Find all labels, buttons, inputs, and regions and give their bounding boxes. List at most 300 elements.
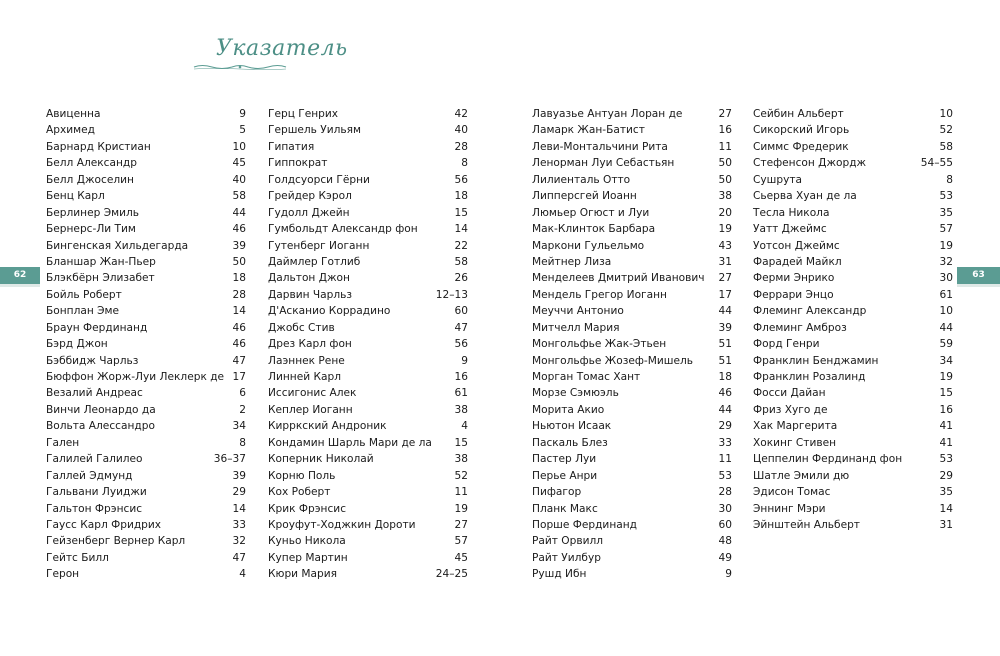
entry-name: Авиценна [46,108,101,120]
index-entry [532,484,732,500]
entry-page: 50 [718,157,732,170]
entry-page: 29 [939,469,953,482]
index-entry [268,418,468,434]
entry-page: 58 [939,140,953,153]
index-entry [46,402,246,418]
entry-page: 56 [454,173,468,186]
entry-page: 15 [454,436,468,449]
index-entry [268,139,468,155]
entry-name: Фриз Хуго де [753,403,828,416]
entry-page: 50 [232,255,246,268]
entry-name: Гальвани Луиджи [46,486,147,499]
entry-name: Ленорман Луи Себастьян [532,157,675,170]
index-entry [46,550,246,566]
entry-name: Бланшар Жан-Пьер [46,255,156,268]
index-entry [532,122,732,138]
entry-page: 45 [454,551,468,564]
index-entry [753,254,953,270]
entry-page: 17 [232,371,246,383]
entry-page: 39 [718,321,732,334]
entry-name: Лилиенталь Отто [532,173,631,186]
entry-page: 44 [718,403,732,416]
entry-name: Джобс Стив [268,321,335,334]
index-entry [532,106,732,122]
index-entry [46,353,246,369]
entry-name: Мак-Клинток Барбара [532,223,656,236]
index-entry [46,451,246,467]
index-entry [753,484,953,500]
entry-name: Флеминг Амброз [753,321,847,334]
entry-page: 40 [232,173,246,186]
entry-page: 44 [718,305,732,318]
entry-page: 43 [718,239,732,252]
entry-name: Везалий Андреас [46,387,143,400]
index-entry [268,106,468,122]
index-entry [268,221,468,237]
entry-page: 52 [454,469,468,482]
index-entry [268,468,468,484]
entry-name: Сьерва Хуан де ла [753,190,857,203]
index-entry [268,369,468,385]
entry-page: 6 [239,387,246,400]
index-entry [268,336,468,352]
entry-name: Винчи Леонардо да [46,403,156,416]
entry-name: Бэббидж Чарльз [46,354,139,367]
entry-name: Монгольфье Жак-Этьен [532,338,667,351]
entry-page: 47 [232,551,246,564]
entry-page: 33 [718,436,732,449]
entry-name: Куньо Никола [268,535,346,548]
entry-page: 56 [454,338,468,351]
entry-name: Фарадей Майкл [753,255,842,268]
index-entry [753,188,953,204]
entry-name: Райт Орвилл [532,535,604,548]
index-entry [268,517,468,533]
entry-name: Гаусс Карл Фридрих [46,518,162,531]
index-entry [46,254,246,270]
index-entry [753,435,953,451]
entry-page: 39 [232,239,246,252]
entry-name: Белл Александр [46,157,137,170]
index-entry [268,287,468,303]
index-entry [268,566,468,582]
entry-page: 14 [232,305,246,318]
index-entry [268,533,468,549]
entry-name: Морзе Сэмюэль [532,387,619,400]
entry-name: Менделеев Дмитрий Иванович [532,272,705,285]
index-column-4 [753,106,953,533]
index-entry [532,270,732,286]
entry-page: 53 [718,469,732,482]
index-entry [46,468,246,484]
entry-page: 61 [454,387,468,400]
index-entry [532,172,732,188]
entry-page: 60 [454,305,468,318]
entry-page: 9 [725,568,732,581]
index-entry [753,238,953,254]
index-entry [46,122,246,138]
entry-name: Хак Маргерита [753,420,838,433]
entry-page: 33 [232,518,246,531]
index-entry [46,484,246,500]
entry-page: 29 [718,420,732,433]
entry-name: Блэкбёрн Элизабет [46,272,155,285]
index-entry [268,172,468,188]
entry-name: Лаэннек Рене [268,354,345,367]
index-entry [532,468,732,484]
index-entry [532,205,732,221]
entry-name: Гудолл Джейн [268,206,350,219]
index-entry [46,238,246,254]
index-entry [532,188,732,204]
entry-page: 18 [232,272,246,285]
entry-page: 54–55 [920,157,953,170]
entry-page: 10 [939,108,953,120]
entry-page: 31 [939,518,953,531]
entry-name: Герц Генрих [268,108,339,120]
entry-name: Дрез Карл фон [268,338,352,351]
entry-page: 28 [718,486,732,499]
entry-name: Феррари Энцо [753,288,834,301]
entry-name: Голдсуорси Гёрни [268,173,370,186]
entry-page: 50 [718,173,732,186]
index-entry [753,336,953,352]
entry-name: Флеминг Александр [753,305,867,318]
entry-name: Морган Томас Хант [532,371,641,383]
index-entry [46,188,246,204]
entry-name: Перье Анри [532,469,598,482]
index-entry [268,254,468,270]
index-entry [46,303,246,319]
index-entry [46,106,246,122]
entry-page: 11 [454,486,468,499]
entry-name: Бенц Карл [46,190,105,203]
entry-page: 39 [232,469,246,482]
entry-name: Митчелл Мария [532,321,620,334]
page-number-left: 62 [0,267,40,284]
entry-page: 30 [939,272,953,285]
entry-name: Крик Фрэнсис [268,502,347,515]
index-entry [753,385,953,401]
entry-page: 15 [454,206,468,219]
index-entry [532,287,732,303]
entry-name: Бэрд Джон [46,338,108,351]
entry-page: 44 [939,321,953,334]
index-entry [46,418,246,434]
entry-name: Корню Поль [268,469,336,482]
entry-page: 58 [232,190,246,203]
entry-name: Эннинг Мэри [753,502,826,515]
index-entry [532,533,732,549]
entry-name: Сикорский Игорь [753,124,850,137]
entry-name: Леви-Монтальчини Рита [532,140,668,153]
entry-name: Архимед [46,124,95,137]
entry-name: Бернерс-Ли Тим [46,223,136,236]
entry-name: Гейтс Билл [46,551,109,564]
index-entry [268,320,468,336]
index-entry [46,533,246,549]
entry-page: 46 [718,387,732,400]
index-entry [532,336,732,352]
entry-page: 24–25 [435,568,468,581]
index-entry [753,221,953,237]
entry-name: Ламарк Жан-Батист [532,124,645,137]
entry-page: 40 [454,124,468,137]
entry-name: Герон [46,568,80,581]
entry-page: 19 [939,239,953,252]
entry-name: Гиппократ [268,157,328,170]
index-entry [753,172,953,188]
entry-name: Тесла Никола [753,206,830,219]
entry-page: 28 [232,288,246,301]
entry-page: 15 [939,387,953,400]
entry-page: 35 [939,486,953,499]
index-entry [753,320,953,336]
entry-page: 16 [454,371,468,383]
entry-page: 36–37 [213,453,246,466]
entry-name: Вольта Алессандро [46,420,155,433]
entry-name: Кюри Мария [268,568,338,581]
page-tab-shadow-right [957,284,1000,287]
entry-name: Гутенберг Иоганн [268,239,370,252]
entry-name: Ферми Энрико [753,272,835,285]
entry-name: Иссигонис Алек [268,387,357,400]
entry-page: 49 [718,551,732,564]
entry-page: 17 [718,288,732,301]
index-entry [46,155,246,171]
entry-name: Бюффон Жорж-Луи Леклерк де [46,371,225,383]
entry-name: Ньютон Исаак [532,420,612,433]
entry-page: 31 [718,255,732,268]
entry-page: 4 [461,420,468,433]
index-entry [532,402,732,418]
index-entry [268,451,468,467]
entry-name: Кондамин Шарль Мари де ла [268,436,432,449]
entry-name: Цеппелин Фердинанд фон [753,453,903,466]
index-entry [532,369,732,385]
entry-page: 34 [939,354,953,367]
index-entry [268,550,468,566]
entry-name: Сейбин Альберт [753,108,844,120]
entry-page: 16 [718,124,732,137]
entry-name: Бингенская Хильдегарда [46,239,189,252]
entry-name: Люмьер Огюст и Луи [532,206,650,219]
entry-name: Франклин Бенджамин [753,354,879,367]
entry-page: 14 [232,502,246,515]
entry-name: Кроуфут-Ходжкин Дороти [268,518,416,531]
entry-page: 48 [718,535,732,548]
entry-page: 51 [718,354,732,367]
index-entry [268,188,468,204]
entry-name: Белл Джоселин [46,173,134,186]
entry-name: Пифагор [532,486,582,499]
index-entry [532,303,732,319]
entry-page: 26 [454,272,468,285]
index-entry [532,238,732,254]
index-title: Указатель [216,36,348,61]
index-entry [753,122,953,138]
entry-page: 35 [939,206,953,219]
index-entry [46,205,246,221]
entry-name: Дарвин Чарльз [268,288,353,301]
entry-page: 16 [939,403,953,416]
entry-name: Лавуазье Антуан Лоран де [532,108,683,120]
entry-page: 41 [939,420,953,433]
entry-page: 20 [718,206,732,219]
index-entry [46,139,246,155]
index-entry [753,451,953,467]
index-entry [753,369,953,385]
entry-name: Сушрута [753,173,803,186]
entry-name: Шатле Эмили дю [753,469,850,482]
entry-page: 60 [718,518,732,531]
index-entry [532,435,732,451]
entry-page: 61 [939,288,953,301]
entry-page: 9 [461,354,468,367]
entry-page: 38 [454,453,468,466]
entry-name: Гальтон Фрэнсис [46,502,143,515]
index-entry [532,221,732,237]
index-entry [532,320,732,336]
entry-page: 38 [718,190,732,203]
index-entry [532,418,732,434]
index-entry [46,270,246,286]
entry-name: Уотсон Джеймс [753,239,840,252]
entry-page: 2 [239,403,246,416]
entry-page: 22 [454,239,468,252]
entry-name: Рушд Ибн [532,568,587,581]
entry-name: Кирркский Андроник [268,420,387,433]
entry-page: 46 [232,223,246,236]
index-entry [46,566,246,582]
index-entry [753,517,953,533]
entry-page: 46 [232,321,246,334]
entry-name: Пастер Луи [532,453,597,466]
index-entry [46,501,246,517]
entry-name: Франклин Розалинд [753,371,866,383]
index-entry [532,353,732,369]
index-entry [753,501,953,517]
entry-page: 11 [718,453,732,466]
entry-name: Уатт Джеймс [753,223,827,236]
index-entry [46,172,246,188]
entry-name: Симмс Фредерик [753,140,849,153]
entry-page: 38 [454,403,468,416]
entry-page: 9 [239,108,246,120]
entry-name: Эйнштейн Альберт [753,518,860,531]
entry-name: Форд Генри [753,338,820,351]
index-entry [753,139,953,155]
entry-page: 10 [939,305,953,318]
entry-name: Бонплан Эме [46,305,120,318]
entry-page: 57 [939,223,953,236]
entry-page: 18 [718,371,732,383]
entry-page: 41 [939,436,953,449]
entry-page: 53 [939,453,953,466]
entry-name: Гумбольдт Александр фон [268,223,418,236]
index-entry [46,287,246,303]
entry-page: 44 [232,206,246,219]
index-entry [753,205,953,221]
entry-page: 42 [454,108,468,120]
entry-page: 27 [454,518,468,531]
entry-name: Д'Асканио Коррадино [268,305,391,318]
entry-page: 30 [718,502,732,515]
index-entry [532,550,732,566]
entry-name: Эдисон Томас [753,486,831,499]
index-entry [532,517,732,533]
entry-name: Грейдер Кэрол [268,190,352,203]
entry-page: 46 [232,338,246,351]
index-entry [46,435,246,451]
index-entry [268,238,468,254]
entry-page: 34 [232,420,246,433]
index-column-3 [532,106,732,583]
entry-name: Хокинг Стивен [753,436,837,449]
index-entry [268,484,468,500]
page-tab-shadow-left [0,284,40,287]
entry-name: Порше Фердинанд [532,518,637,531]
entry-page: 47 [454,321,468,334]
entry-page: 47 [232,354,246,367]
entry-page: 4 [239,568,246,581]
entry-page: 52 [939,124,953,137]
entry-name: Стефенсон Джордж [753,157,867,170]
page-number-right: 63 [957,267,1000,284]
entry-name: Линней Карл [268,371,341,383]
index-entry [753,106,953,122]
index-entry [268,205,468,221]
entry-name: Гален [46,436,80,449]
index-entry [268,402,468,418]
entry-name: Галлей Эдмунд [46,469,133,482]
entry-name: Меуччи Антонио [532,305,624,318]
index-entry [753,353,953,369]
entry-page: 5 [239,124,246,137]
entry-page: 32 [232,535,246,548]
index-entry [532,254,732,270]
entry-page: 14 [454,223,468,236]
index-entry [753,402,953,418]
entry-name: Даймлер Готлиб [268,255,361,268]
entry-page: 45 [232,157,246,170]
index-entry [753,468,953,484]
entry-page: 14 [939,502,953,515]
entry-name: Коперник Николай [268,453,374,466]
entry-name: Кох Роберт [268,486,331,499]
index-entry [753,270,953,286]
index-entry [753,287,953,303]
entry-name: Кеплер Иоганн [268,403,353,416]
index-column-1 [46,106,246,583]
entry-name: Морита Акио [532,403,605,416]
entry-page: 29 [232,486,246,499]
entry-name: Паскаль Блез [532,436,608,449]
index-entry [268,122,468,138]
title-flourish-ornament [192,58,288,74]
entry-name: Монгольфье Жозеф-Мишель [532,354,693,367]
index-entry [46,221,246,237]
entry-page: 8 [239,436,246,449]
index-entry [753,155,953,171]
index-entry [268,270,468,286]
entry-page: 18 [454,190,468,203]
entry-page: 51 [718,338,732,351]
entry-page: 58 [454,255,468,268]
index-entry [532,139,732,155]
index-entry [268,501,468,517]
entry-name: Дальтон Джон [268,272,350,285]
